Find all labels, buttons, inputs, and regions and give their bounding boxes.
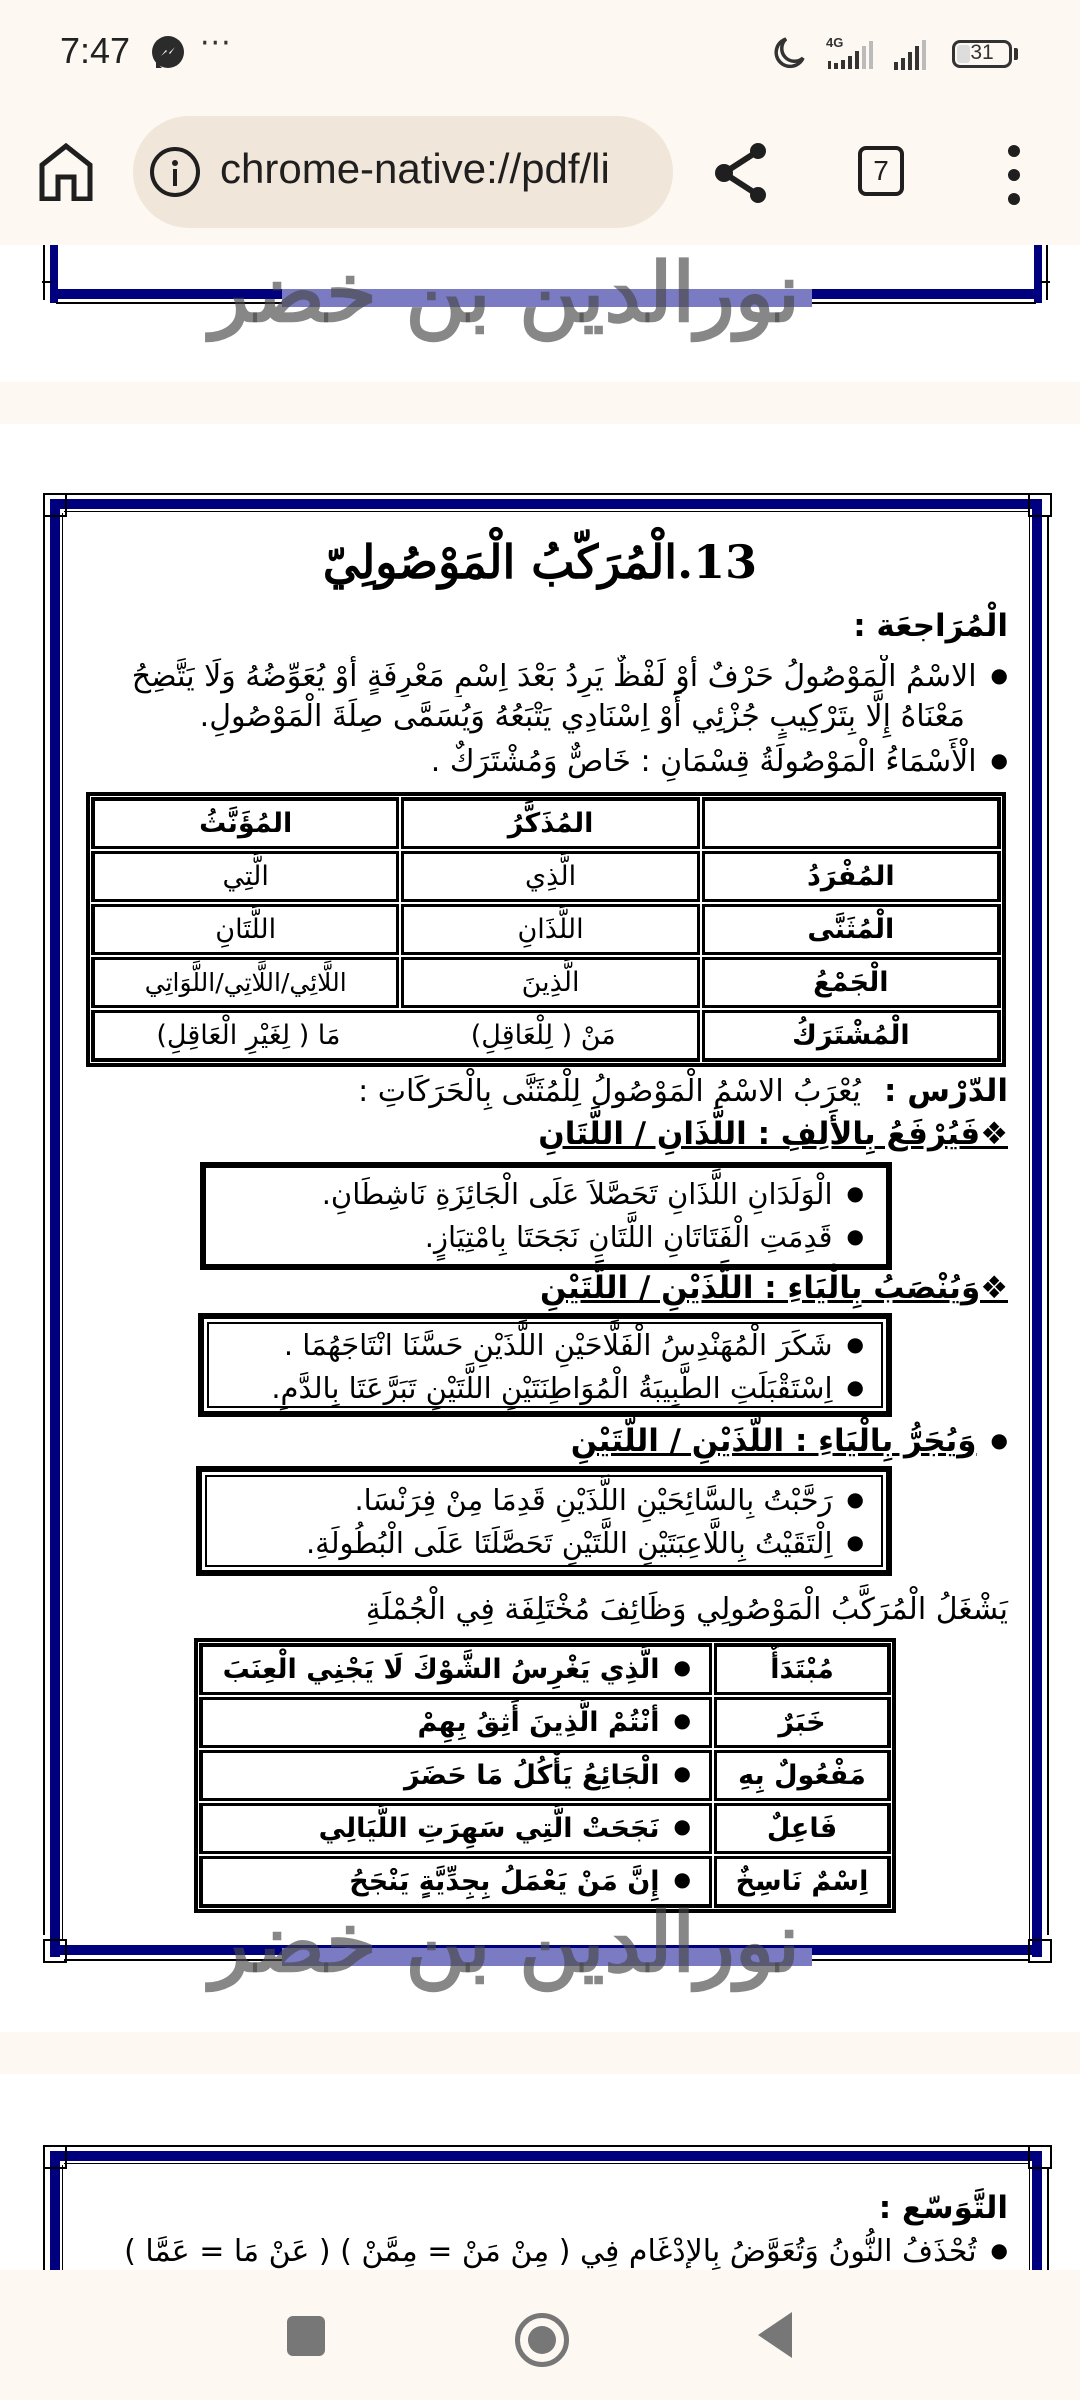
page-gap <box>0 2032 1080 2074</box>
signal-4g-icon <box>818 34 888 74</box>
jarr-examples-box <box>196 1466 892 1576</box>
function-role: خَبَرٌ <box>713 1696 891 1749</box>
jarr-example-text: اِلْتَقَيْتُ بِاللَّاعِبَتَيْنِ اللَّتَيْنِ تَحَصَّلَتَا عَلَى الْبُطُولَةِ. <box>305 1526 833 1560</box>
signal-strength-icon <box>888 38 943 72</box>
function-example-text: الْجَائِعُ يَأْكُلُ مَا حَضَرَ <box>403 1760 660 1791</box>
row-fem: اللَّائِي/اللَّاتِي/اللَّوَاتِي <box>91 956 400 1009</box>
table-row <box>199 1696 891 1749</box>
row-label: الْجَمْعُ <box>701 956 1001 1009</box>
more-menu-button[interactable] <box>1000 145 1028 205</box>
expansion-point <box>124 2230 1008 2272</box>
battery-tip <box>1014 48 1018 60</box>
function-example <box>199 1696 713 1749</box>
raf-example <box>206 1215 886 1258</box>
row-masc: اللَّذَانِ <box>400 903 700 956</box>
home-nav-button[interactable] <box>515 2313 569 2367</box>
site-info-icon[interactable] <box>150 147 200 197</box>
review-point-1 <box>68 655 1008 697</box>
review-point-2 <box>431 740 1008 782</box>
nasb-example-text: شَكَرَ الْمُهَنْدِسُ الْفَلَّاحَيْنِ اللَّذَيْنِ حَسَّنَا انْتَاجَهُمَا . <box>283 1328 833 1362</box>
more-notifications-icon: ··· <box>200 26 232 61</box>
jarr-heading <box>571 1423 1008 1459</box>
function-role: اِسْمٌ نَاسِخٌ <box>713 1855 891 1908</box>
watermark: نورالدين بن خضر <box>209 1895 800 1991</box>
functions-intro: يَشْغَلُ الْمُرَكَّبُ الْمَوْصُولِي وَظَائِفَ مُخْتَلِفَة فِي الْجُمْلَةِ <box>365 1592 1008 1627</box>
jarr-example <box>202 1521 886 1564</box>
row-masc: الَّذِي <box>400 850 700 903</box>
raf-examples-box <box>200 1162 892 1270</box>
home-button[interactable] <box>38 143 94 201</box>
table-header-row <box>91 797 1001 850</box>
table-header-fem: المُؤَنَّثُ <box>91 797 400 850</box>
lesson-intro-line <box>358 1072 1008 1112</box>
status-time: 7:47 <box>60 30 131 71</box>
table-row <box>91 903 1001 956</box>
tab-switcher-button[interactable]: 7 <box>858 146 904 196</box>
raf-heading: ❖فَيُرْفَعُ بِالأَلِفِ : اللَّذَانِ / اللَّتَانِ <box>538 1116 1008 1152</box>
network-type-label: 4G <box>826 35 844 50</box>
row-fem: اللَّتَانِ <box>91 903 400 956</box>
jarr-example <box>202 1478 886 1521</box>
nasb-example <box>204 1366 886 1409</box>
table-header-masc: المُذَكَّرُ <box>400 797 700 850</box>
table-row <box>199 1749 891 1802</box>
jarr-example-text: رَحَّبْتُ بِالسَّائِحَيْنِ اللَّذَيْنِ قَدِمَا مِنْ فِرَنْسَا. <box>354 1483 833 1517</box>
watermark: نورالدين بن خضر <box>209 245 800 341</box>
review-point-1-cont: مَعْنَاهُ إِلَّا بِتَرْكِيبٍ جُزْئِي أَوْ اِسْنَادِي يَتْبَعُهُ وَيُسَمَّى صِلَةَ الْمَوْصُولِ. <box>199 699 965 734</box>
share-button[interactable] <box>712 141 772 205</box>
function-role: مَفْعُولٌ بِهِ <box>713 1749 891 1802</box>
function-example-text: الَّذِي يَغْرِسُ الشَّوْكَ لَا يَجْنِي الْعِنَبَ <box>222 1654 660 1685</box>
messenger-icon <box>152 36 184 68</box>
table-row-shared <box>91 1009 1001 1062</box>
review-point-2-text: الْأَسْمَاءُ الْمَوْصُولَةُ قِسْمَانِ : خَاصٌّ وَمُشْتَرَكٌ . <box>430 744 977 779</box>
row-label: الْمُثَنَّى <box>701 903 1001 956</box>
row-label: المُفْرَدُ <box>701 850 1001 903</box>
function-example-text: أنْتُمْ الَّذِينَ أَثِقُ بِهِمْ <box>417 1707 660 1738</box>
page-gap <box>0 382 1080 424</box>
lesson-title: 13.الْمُرَكّبُ الْمَوْصُولِيّ <box>322 535 758 589</box>
shared-values <box>91 1009 701 1062</box>
function-example-text: نَجَحَتْ الَّتِي سَهِرَتِ اللَّيَالِي <box>318 1813 660 1844</box>
url-text[interactable]: chrome-native://pdf/li <box>220 145 610 192</box>
function-example <box>199 1802 713 1855</box>
nasb-heading: ❖وَيُنْصَبُ بِالْيَاءِ : اللَّذَيْنِ / اللَّتَيْنِ <box>540 1270 1008 1306</box>
table-row <box>199 1802 891 1855</box>
raf-example-text: قَدِمَتِ الْفَتَاتَانِ اللَّتَانِ نَجَحَتَا بِامْتِيَازٍ. <box>424 1220 833 1254</box>
expansion-heading: التَّوَسّع : <box>878 2190 1008 2226</box>
back-button[interactable] <box>758 2312 792 2358</box>
function-example <box>199 1749 713 1802</box>
review-heading: الْمُرَاجعَة : <box>853 608 1008 644</box>
shared-irrational: مَا ( لِغَيْرِ الْعَاقِلِ) <box>156 1020 341 1051</box>
raf-example-text: الْوَلَدَانِ اللَّذَانِ تَحَصَّلاَ عَلَى الْجَائِزَةِ نَاشِطَانِ. <box>321 1177 833 1211</box>
function-example-text: إِنَّ مَنْ يَعْمَلُ بِجِدِّيَّةٍ يَنْجَحُ <box>349 1866 660 1897</box>
row-fem: الَّتِي <box>91 850 400 903</box>
function-role: مُبْتَدَأٌ <box>713 1643 891 1696</box>
battery-icon <box>952 40 1012 68</box>
lesson-intro: يُعْرَبُ الاسْمُ الْمَوْصُولُ لِلْمُثَنَّى بِالْحَرَكَاتِ : <box>358 1074 861 1109</box>
function-role: فَاعِلٌ <box>713 1802 891 1855</box>
lesson-heading: الدّرْس : <box>884 1073 1008 1109</box>
table-header-empty <box>701 797 1001 850</box>
row-label: الْمُشْتَرَكُ <box>701 1009 1001 1062</box>
relative-pronouns-table <box>86 792 1006 1067</box>
table-row <box>91 850 1001 903</box>
recents-button[interactable] <box>287 2316 325 2356</box>
raf-example <box>206 1172 886 1215</box>
nasb-example <box>204 1323 886 1366</box>
jarr-heading-text: وَيُجَرُّ بِالْيَاءِ : اللَّذَيْنِ / اللَّتَيْنِ <box>570 1423 977 1459</box>
table-row <box>199 1643 891 1696</box>
shared-rational: مَنْ ( لِلْعَاقِلِ) <box>470 1020 616 1051</box>
nasb-examples-box <box>198 1313 892 1417</box>
expansion-point-text: تُحْذَفُ النُّونُ وَتُعَوَّضُ بِالإدْغَامِ فِي ( مِنْ مَنْ = مِمَّنْ ) ( عَنْ مَا = عَمَّا ) <box>124 2234 977 2269</box>
review-point-1-line-1: الاسْمُ الْمَوْصُولُ حَرْفٌ أوْ لَفْظٌ يَرِدُ بَعْدَ اِسْمٍ مَعْرِفَةٍ أَوْ يُعَوِّضُهُ وَلَا يَتَّضِحُ <box>131 659 977 694</box>
table-row <box>91 956 1001 1009</box>
function-example <box>199 1643 713 1696</box>
row-masc: الَّذِينَ <box>400 956 700 1009</box>
nasb-example-text: اِسْتَقْبَلَتِ الطَّبِيبَةُ الْمُوَاطِنَتَيْنِ اللَّتَيْنِ تَبَرَّعَتَا بِالدَّمِ. <box>271 1371 833 1405</box>
battery-level: 31 <box>970 41 994 64</box>
functions-table <box>194 1638 896 1913</box>
do-not-disturb-moon-icon <box>772 36 806 70</box>
